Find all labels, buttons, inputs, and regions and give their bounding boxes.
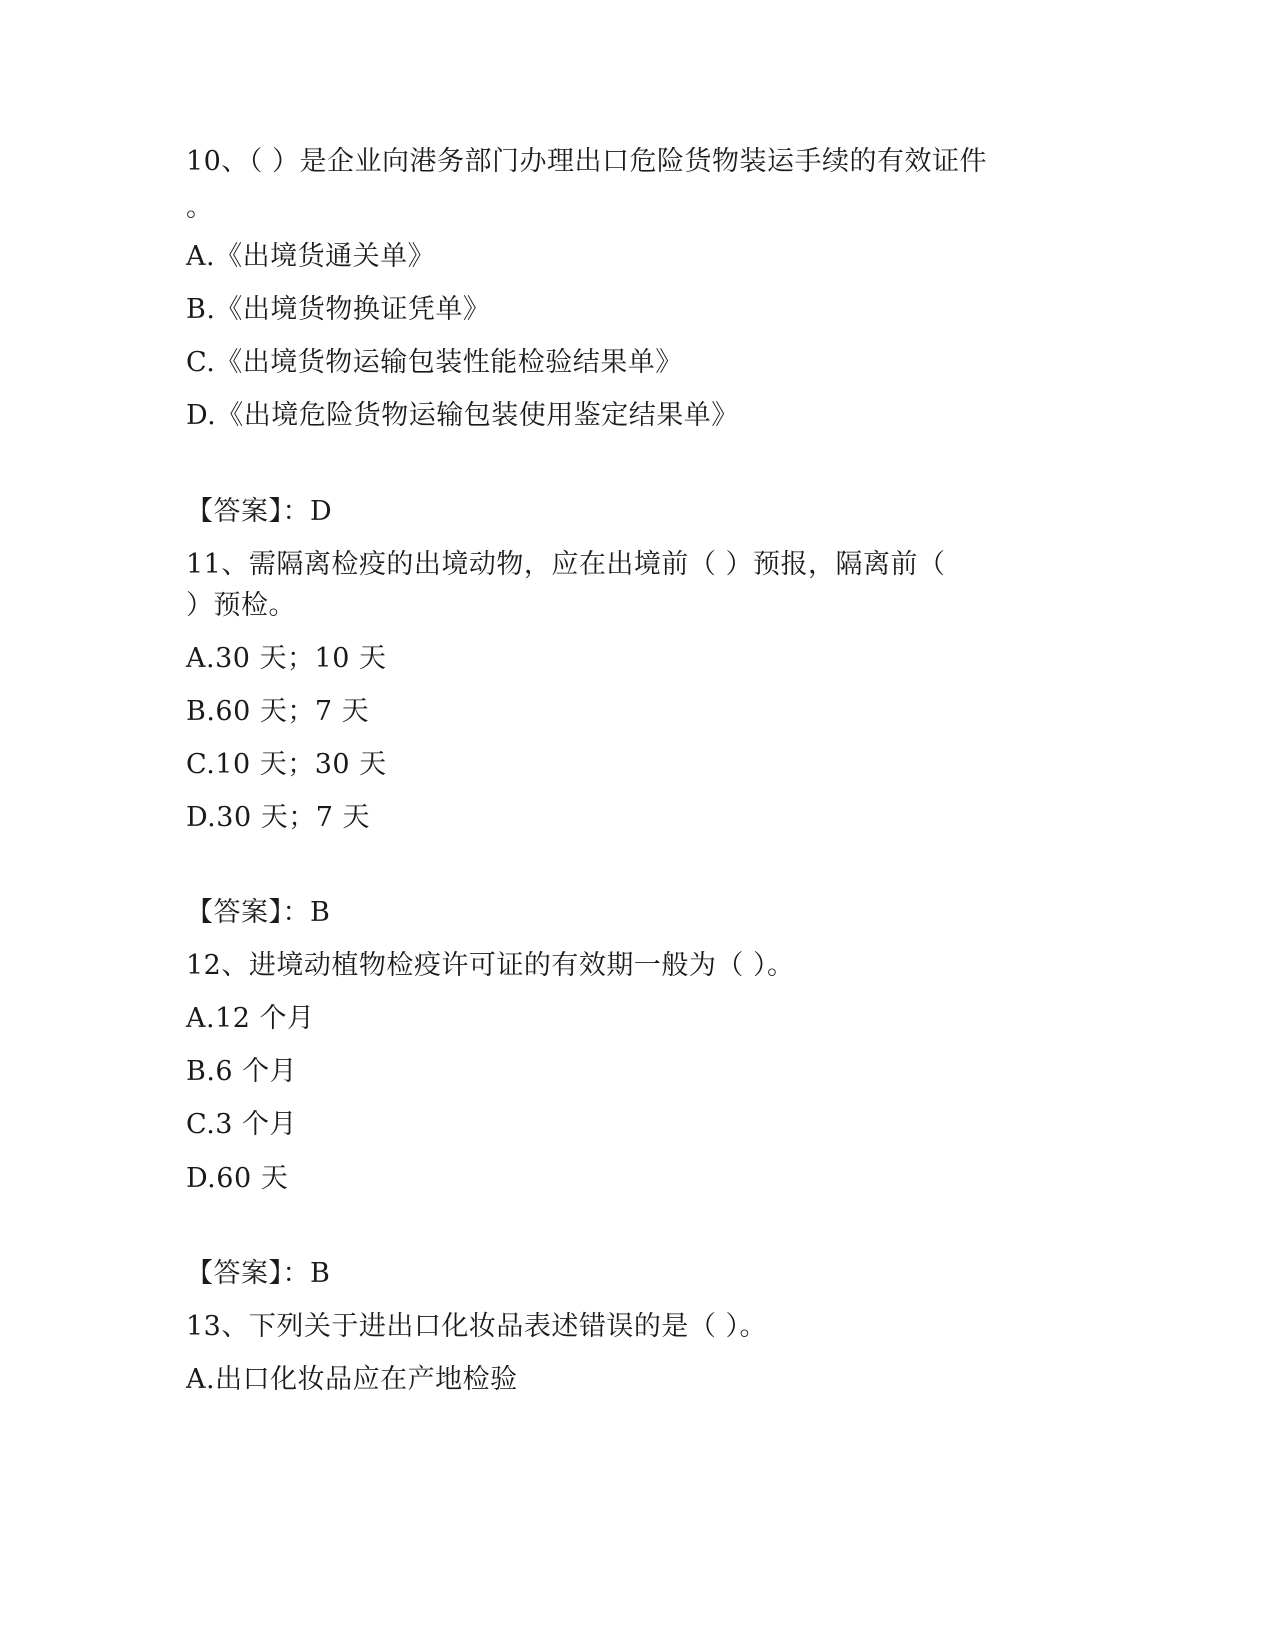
- question-11-stem-continued: ）预检。: [186, 590, 296, 621]
- question-12-option-c: C.3 个月: [186, 1109, 298, 1140]
- question-13-stem: 13、下列关于进出口化妆品表述错误的是（ ）。: [186, 1311, 767, 1342]
- question-11-answer: 【答案】：B: [186, 897, 331, 928]
- question-12-option-d: D.60 天: [186, 1163, 289, 1194]
- question-11-option-b: B.60 天；7 天: [186, 696, 370, 727]
- question-11-stem: 11、需隔离检疫的出境动物，应在出境前（ ）预报，隔离前（: [186, 549, 946, 580]
- question-11-option-d: D.30 天；7 天: [186, 802, 370, 833]
- question-11-option-c: C.10 天；30 天: [186, 749, 387, 780]
- question-13-option-a: A.出口化妆品应在产地检验: [186, 1364, 518, 1395]
- question-10-stem-continued: 。: [186, 192, 214, 223]
- question-10-answer: 【答案】：D: [186, 496, 333, 527]
- question-12-answer: 【答案】：B: [186, 1258, 331, 1289]
- question-10-option-b: B.《出境货物换证凭单》: [186, 294, 491, 325]
- question-12-stem: 12、进境动植物检疫许可证的有效期一般为（ ）。: [186, 950, 795, 981]
- question-10-stem: 10、（ ）是企业向港务部门办理出口危险货物装运手续的有效证件: [186, 146, 987, 177]
- question-12-option-a: A.12 个月: [186, 1003, 315, 1034]
- question-10-option-d: D.《出境危险货物运输包装使用鉴定结果单》: [186, 400, 739, 431]
- question-10-option-c: C.《出境货物运输包装性能检验结果单》: [186, 347, 683, 378]
- question-11-option-a: A.30 天；10 天: [186, 643, 387, 674]
- question-12-option-b: B.6 个月: [186, 1056, 298, 1087]
- question-10-option-a: A.《出境货通关单》: [186, 241, 436, 272]
